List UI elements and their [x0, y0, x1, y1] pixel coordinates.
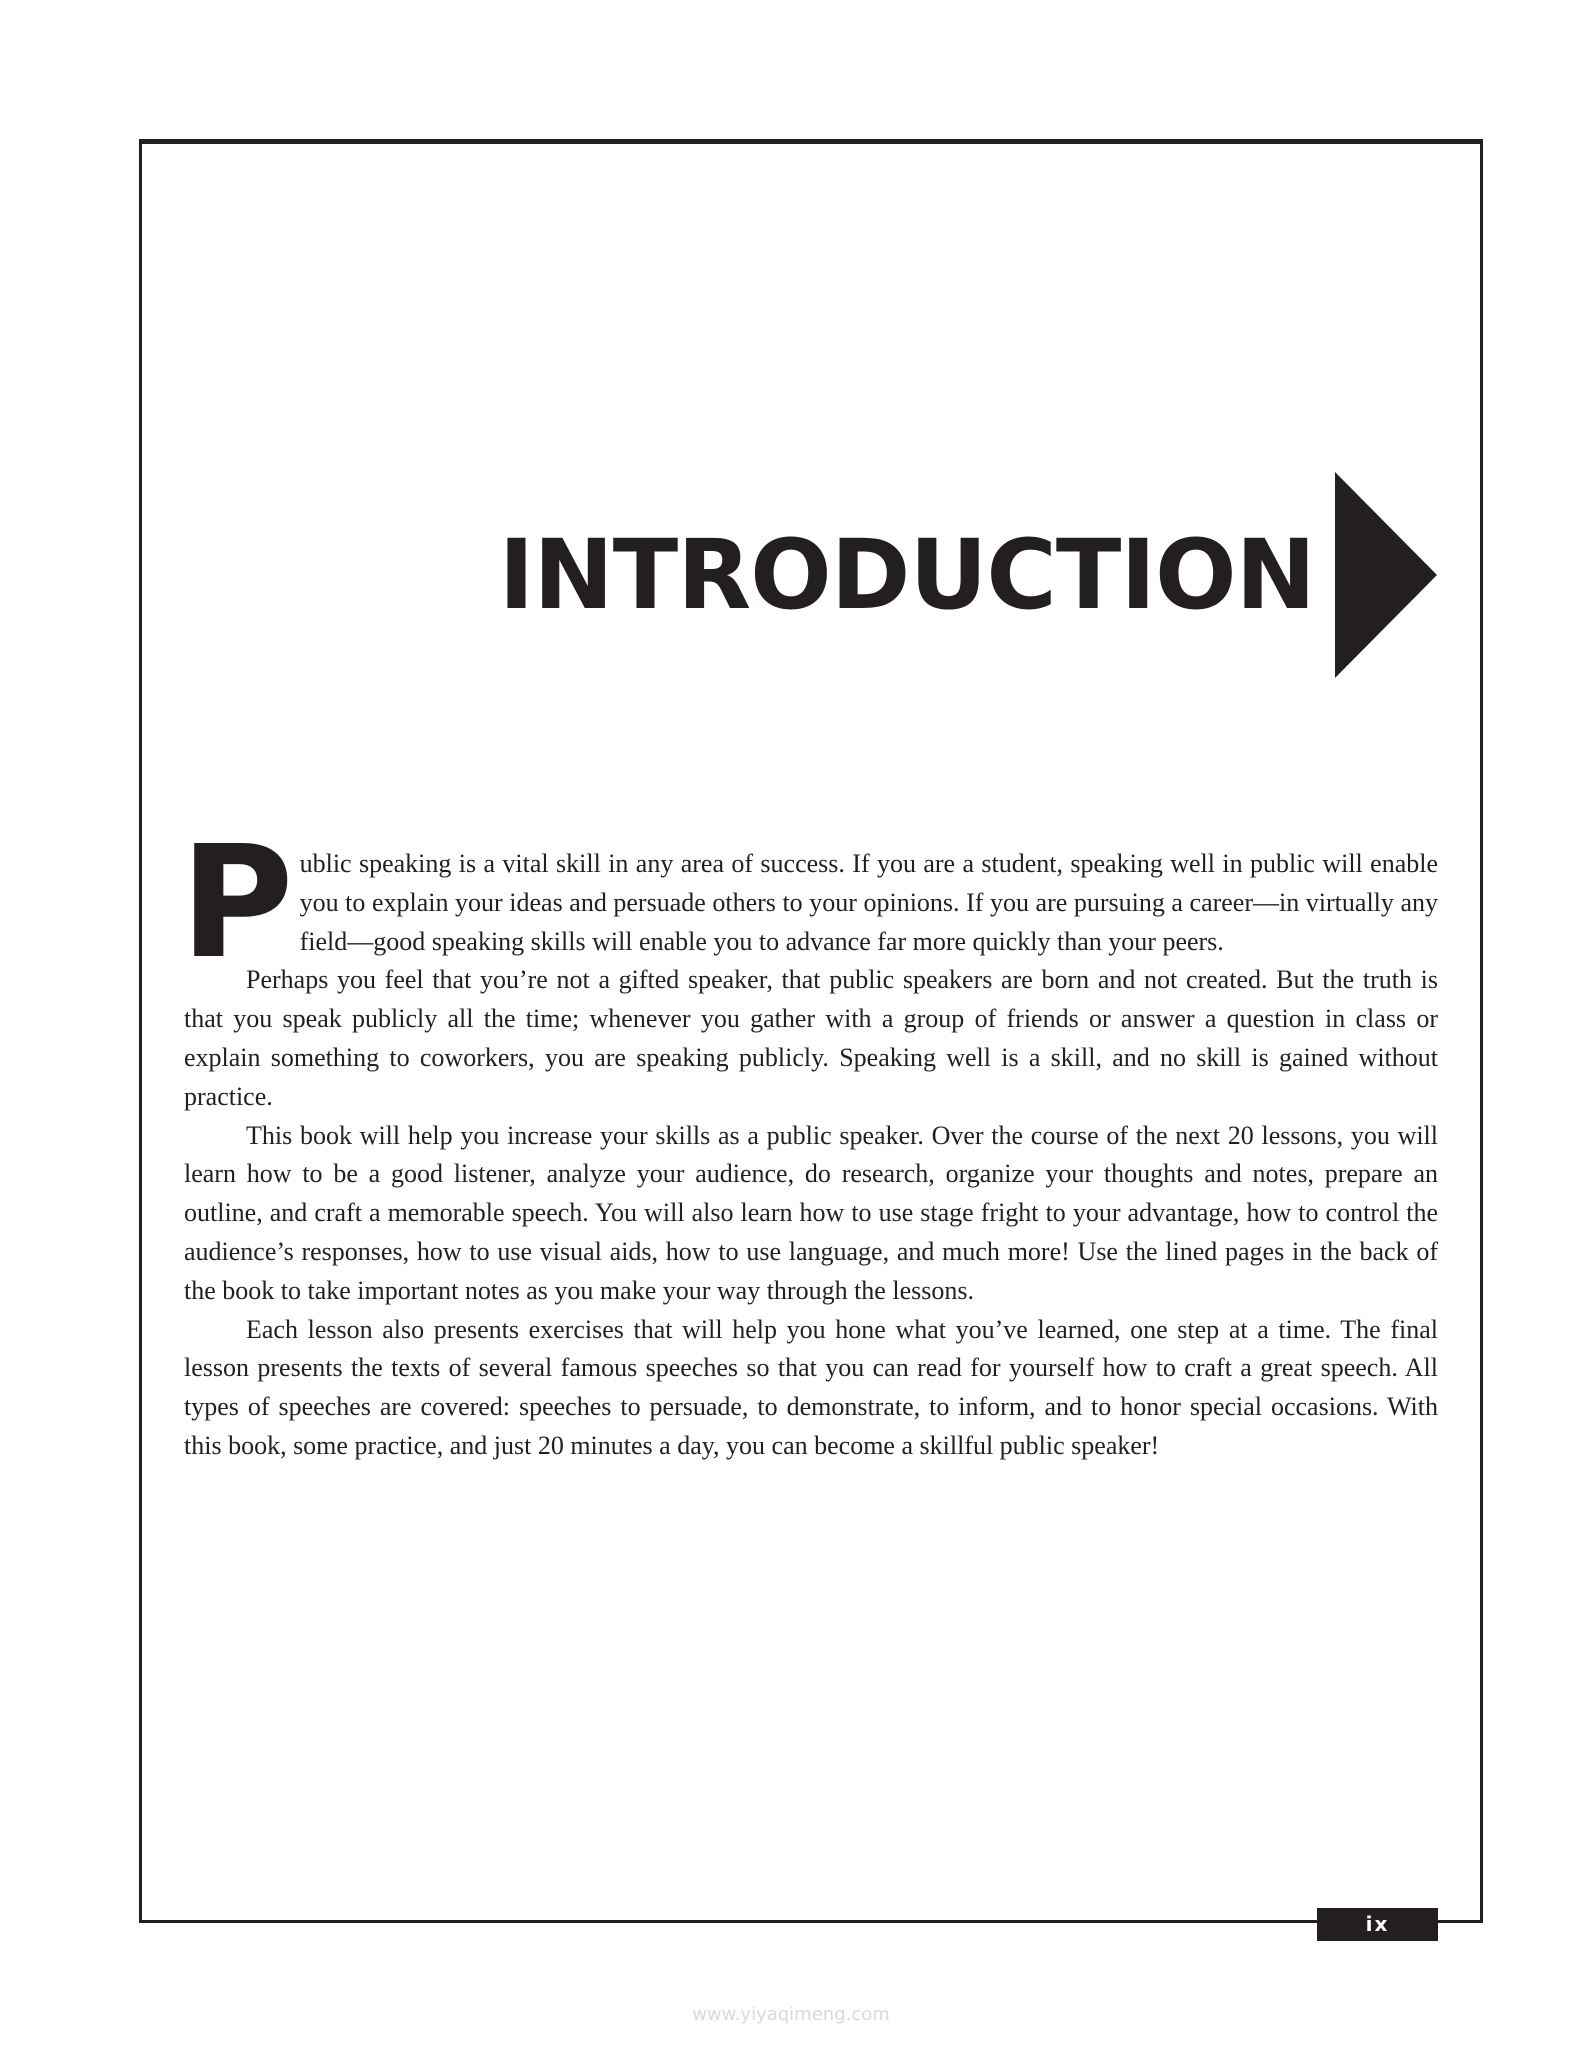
chapter-header — [499, 470, 1437, 680]
paragraph-2: Perhaps you feel that you’re not a gifted speaker, that public speakers are born and not created. But the truth is that you speak publicly all the time; whenever you gather with a group of friends or answer a question in class or explain something to coworkers, you are speaking publicly. Speaking well is a skill, and no skill is gained without practice. — [184, 965, 1438, 1111]
paragraph-1-text: ublic speaking is a vital skill in any area of success. If you are a student, speaking well in public will enable you to explain your ideas and persuade others to your opinions. If you are pursuing a career—in virtually any field—good speaking skills will enable you to advance far more quickly than your peers. — [299, 849, 1438, 956]
chapter-title: INTRODUCTION — [498, 519, 1315, 631]
drop-cap: P — [180, 812, 294, 993]
paragraph-1 — [180, 812, 1438, 993]
paragraph-4: Each lesson also presents exercises that will help you hone what you’ve learned, one step at a time. The final lesson presents the texts of several famous speeches so that you can read for yourself how to craft a great speech. All types of speeches are covered: speeches to persuade, to demonstrate, to inform, and to honor special occasions. With this book, some practice, and just 20 minutes a day, you can become a skillful public speaker! — [184, 1314, 1438, 1460]
arrow-right-icon — [1335, 472, 1437, 678]
paragraph-3: This book will help you increase your skills as a public speaker. Over the course of the next 20 lessons, you will learn how to be a good listener, analyze your audience, do research, organize your thoughts and notes, prepare an outline, and craft a memorable speech. You will also learn how to use stage fright to your advantage, how to control the audience’s responses, how to use visual aids, how to use language, and much more! Use the lined pages in the back of the book to take important notes as you make your way through the lessons. — [184, 1120, 1438, 1305]
watermark: www.yiyaqimeng.com — [692, 2004, 890, 2025]
page-number: ix — [1317, 1908, 1438, 1941]
body-text — [180, 812, 1438, 1466]
